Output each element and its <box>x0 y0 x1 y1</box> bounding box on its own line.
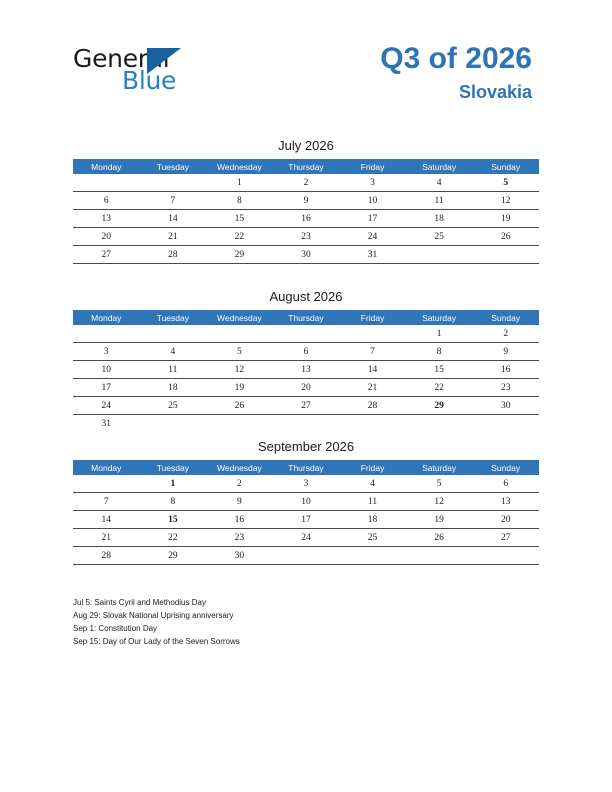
day-cell[interactable]: 13 <box>472 493 539 511</box>
holiday-note: Sep 1: Constitution Day <box>73 624 158 633</box>
month-table <box>73 310 539 432</box>
month-table <box>73 460 539 565</box>
weekday-header-sunday: Sunday <box>472 460 539 475</box>
weekday-header-thursday: Thursday <box>273 159 340 174</box>
week-row <box>73 343 539 361</box>
day-cell-empty <box>339 547 406 565</box>
day-cell[interactable]: 6 <box>73 192 140 210</box>
day-cell[interactable]: 9 <box>206 493 273 511</box>
weekday-header-wednesday: Wednesday <box>206 310 273 325</box>
holiday-notes <box>73 596 533 648</box>
day-cell-empty <box>273 325 340 343</box>
day-cell[interactable]: 24 <box>339 228 406 246</box>
day-cell[interactable]: 1 <box>406 325 473 343</box>
month-title: September 2026 <box>257 439 355 454</box>
weekday-header-tuesday: Tuesday <box>140 159 207 174</box>
weekday-header-thursday: Thursday <box>273 310 340 325</box>
weekday-header-wednesday: Wednesday <box>206 460 273 475</box>
day-cell[interactable]: 27 <box>472 529 539 547</box>
holiday-note: Aug 29: Slovak National Uprising anniversary <box>73 611 234 620</box>
week-row <box>73 228 539 246</box>
weekday-header-sunday: Sunday <box>472 159 539 174</box>
weekday-header-thursday: Thursday <box>273 460 340 475</box>
week-row <box>73 475 539 493</box>
day-cell[interactable]: 21 <box>140 228 207 246</box>
day-cell[interactable]: 5 <box>206 343 273 361</box>
day-cell-empty <box>339 415 406 433</box>
weekday-header-saturday: Saturday <box>406 460 473 475</box>
day-cell[interactable]: 28 <box>140 246 207 264</box>
day-cell[interactable]: 14 <box>140 210 207 228</box>
day-cell[interactable]: 24 <box>73 397 140 415</box>
month-block <box>73 287 539 432</box>
holiday-note: Jul 5: Saints Cyril and Methodius Day <box>73 598 206 607</box>
holiday-note: Sep 15: Day of Our Lady of the Seven Sorrows <box>73 637 240 646</box>
day-cell[interactable]: 29 <box>406 397 473 415</box>
day-cell-empty <box>73 174 140 192</box>
weekday-header-wednesday: Wednesday <box>206 159 273 174</box>
day-cell[interactable]: 17 <box>339 210 406 228</box>
day-cell-empty <box>140 174 207 192</box>
day-cell[interactable]: 8 <box>406 343 473 361</box>
month-title: July 2026 <box>278 138 334 153</box>
month-block <box>73 437 539 565</box>
day-cell[interactable]: 30 <box>472 397 539 415</box>
week-row <box>73 397 539 415</box>
day-cell[interactable]: 4 <box>140 343 207 361</box>
day-cell[interactable]: 13 <box>273 361 340 379</box>
day-cell[interactable]: 18 <box>406 210 473 228</box>
day-cell[interactable]: 24 <box>273 529 340 547</box>
day-cell[interactable]: 8 <box>140 493 207 511</box>
day-cell[interactable]: 11 <box>406 192 473 210</box>
day-cell[interactable]: 10 <box>339 192 406 210</box>
day-cell[interactable]: 31 <box>339 246 406 264</box>
week-row <box>73 493 539 511</box>
weekday-header-friday: Friday <box>339 460 406 475</box>
day-cell[interactable]: 26 <box>406 529 473 547</box>
day-cell[interactable]: 31 <box>101 418 112 429</box>
day-cell[interactable]: 28 <box>73 547 140 565</box>
day-cell-empty <box>273 547 340 565</box>
day-cell[interactable]: 16 <box>273 210 340 228</box>
day-cell[interactable]: 3 <box>273 475 340 493</box>
day-cell[interactable]: 27 <box>73 246 140 264</box>
day-cell-empty <box>339 325 406 343</box>
day-cell[interactable]: 15 <box>206 210 273 228</box>
day-cell[interactable]: 30 <box>206 547 273 565</box>
day-cell-empty <box>472 415 539 433</box>
weekday-header-monday: Monday <box>73 460 140 475</box>
day-cell-empty <box>406 415 473 433</box>
week-row <box>73 511 539 529</box>
day-cell[interactable]: 14 <box>339 361 406 379</box>
week-row <box>73 325 539 343</box>
day-cell[interactable]: 4 <box>406 174 473 192</box>
weekday-header-friday: Friday <box>339 159 406 174</box>
weekday-header-row <box>73 159 539 174</box>
day-cell-empty <box>73 475 140 493</box>
day-cell-empty <box>472 246 539 264</box>
month-table <box>73 159 539 264</box>
weekday-header-monday: Monday <box>73 159 140 174</box>
weekday-header-tuesday: Tuesday <box>140 310 207 325</box>
day-cell[interactable]: 23 <box>206 529 273 547</box>
day-cell-empty <box>140 415 207 433</box>
day-cell[interactable]: 19 <box>406 511 473 529</box>
day-cell[interactable]: 12 <box>472 192 539 210</box>
day-cell[interactable]: 2 <box>206 475 273 493</box>
day-cell[interactable]: 22 <box>406 379 473 397</box>
day-cell[interactable]: 28 <box>339 397 406 415</box>
day-cell-empty <box>273 415 340 433</box>
day-cell-empty <box>206 325 273 343</box>
day-cell[interactable]: 26 <box>206 397 273 415</box>
day-cell[interactable]: 30 <box>273 246 340 264</box>
day-cell[interactable]: 5 <box>472 174 539 192</box>
week-row <box>73 415 539 433</box>
day-cell[interactable]: 4 <box>339 475 406 493</box>
weekday-header-monday: Monday <box>73 310 140 325</box>
week-row <box>73 529 539 547</box>
day-cell[interactable]: 3 <box>339 174 406 192</box>
day-cell[interactable]: 1 <box>140 475 207 493</box>
day-cell[interactable]: 20 <box>472 511 539 529</box>
week-row <box>73 174 539 192</box>
week-row <box>73 210 539 228</box>
weekday-header-tuesday: Tuesday <box>140 460 207 475</box>
day-cell[interactable]: 3 <box>73 343 140 361</box>
weekday-header-friday: Friday <box>339 310 406 325</box>
day-cell[interactable]: 11 <box>339 493 406 511</box>
day-cell[interactable]: 7 <box>140 192 207 210</box>
day-cell[interactable]: 21 <box>73 529 140 547</box>
page-title: Q3 of 2026 <box>380 42 532 75</box>
day-cell[interactable]: 1 <box>206 174 273 192</box>
day-cell[interactable]: 5 <box>406 475 473 493</box>
day-cell[interactable]: 25 <box>406 228 473 246</box>
weekday-header-sunday: Sunday <box>472 310 539 325</box>
day-cell[interactable]: 23 <box>273 228 340 246</box>
day-cell[interactable]: 25 <box>140 397 207 415</box>
day-cell[interactable]: 8 <box>206 192 273 210</box>
week-row <box>73 361 539 379</box>
day-cell[interactable]: 22 <box>206 228 273 246</box>
day-cell[interactable]: 23 <box>472 379 539 397</box>
day-cell[interactable]: 9 <box>273 192 340 210</box>
day-cell-empty <box>406 246 473 264</box>
day-cell[interactable]: 12 <box>406 493 473 511</box>
day-cell[interactable]: 7 <box>73 493 140 511</box>
day-cell[interactable]: 11 <box>140 361 207 379</box>
month-title: August 2026 <box>269 289 343 304</box>
day-cell-empty <box>206 415 273 433</box>
day-cell-empty <box>73 325 140 343</box>
day-cell[interactable]: 19 <box>206 379 273 397</box>
weekday-header-saturday: Saturday <box>406 159 473 174</box>
day-cell[interactable]: 10 <box>73 361 140 379</box>
weekday-header-row <box>73 310 539 325</box>
day-cell[interactable]: 17 <box>273 511 340 529</box>
day-cell[interactable]: 26 <box>472 228 539 246</box>
day-cell[interactable]: 10 <box>273 493 340 511</box>
day-cell[interactable]: 27 <box>273 397 340 415</box>
weekday-header-row <box>73 460 539 475</box>
brand-logo <box>73 44 273 96</box>
day-cell[interactable]: 18 <box>140 379 207 397</box>
day-cell[interactable]: 14 <box>73 511 140 529</box>
day-cell[interactable]: 9 <box>472 343 539 361</box>
day-cell-empty <box>406 547 473 565</box>
day-cell[interactable]: 13 <box>73 210 140 228</box>
day-cell[interactable]: 12 <box>206 361 273 379</box>
day-cell[interactable]: 20 <box>73 228 140 246</box>
brand-name-blue: Blue <box>122 66 177 95</box>
day-cell[interactable]: 29 <box>206 246 273 264</box>
day-cell[interactable]: 16 <box>472 361 539 379</box>
day-cell[interactable]: 15 <box>140 511 207 529</box>
day-cell[interactable]: 15 <box>406 361 473 379</box>
page-header <box>0 0 612 130</box>
week-row <box>73 547 539 565</box>
week-row <box>73 379 539 397</box>
brand-name-general: General <box>73 44 170 73</box>
day-cell[interactable]: 25 <box>339 529 406 547</box>
day-cell[interactable]: 29 <box>140 547 207 565</box>
weekday-header-saturday: Saturday <box>406 310 473 325</box>
day-cell-empty <box>472 547 539 565</box>
day-cell-empty <box>140 325 207 343</box>
day-cell[interactable]: 17 <box>73 379 140 397</box>
title-block <box>380 42 532 102</box>
month-block <box>73 136 539 264</box>
day-cell[interactable]: 6 <box>273 343 340 361</box>
week-row <box>73 246 539 264</box>
day-cell[interactable]: 6 <box>472 475 539 493</box>
day-cell[interactable]: 2 <box>273 174 340 192</box>
country-subtitle: Slovakia <box>458 82 532 102</box>
day-cell[interactable]: 20 <box>273 379 340 397</box>
week-row <box>73 192 539 210</box>
day-cell[interactable]: 16 <box>206 511 273 529</box>
day-cell[interactable]: 7 <box>339 343 406 361</box>
day-cell[interactable]: 19 <box>472 210 539 228</box>
day-cell[interactable]: 22 <box>140 529 207 547</box>
day-cell[interactable]: 2 <box>472 325 539 343</box>
day-cell[interactable]: 18 <box>339 511 406 529</box>
day-cell[interactable]: 21 <box>339 379 406 397</box>
